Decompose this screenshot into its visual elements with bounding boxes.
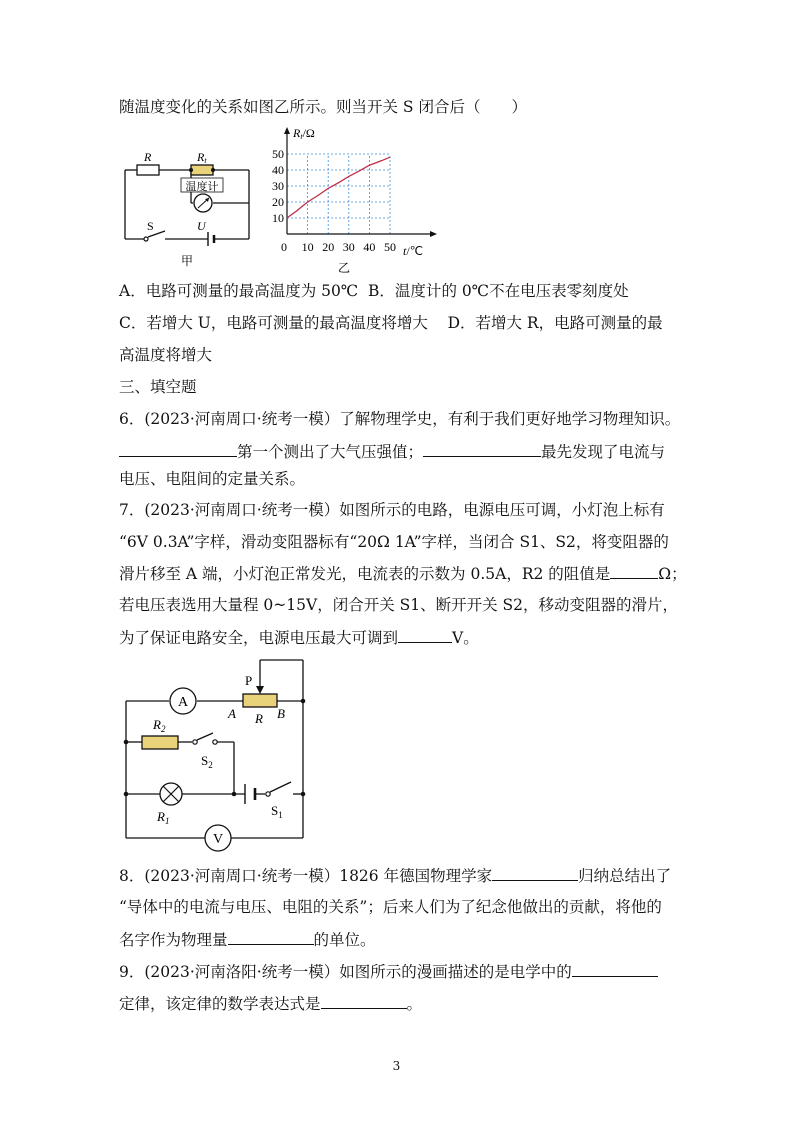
x-tick-label: 40 [363,240,376,254]
q7-line2: “6V 0.3A”字样，滑动变阻器标有“20Ω 1A”字样，当闭合 S1、S2，将变阻器的 [119,533,669,551]
label-s2: $S_2$ [201,753,213,770]
label-p: P [245,673,253,688]
q8-blank-1[interactable] [492,864,578,881]
caption-yi: 乙 [337,261,351,275]
x-tick-label: 10 [301,240,314,254]
label-rt: Rt [197,150,207,165]
y-tick-label: 40 [272,163,284,177]
y-tick-label: 10 [272,211,284,225]
q7-line1: 7．(2023·河南周口·统考一模）如图所示的电路，电源电压可调，小灯泡上标有 [119,501,665,519]
q7-line3: 滑片移至 A 端，小灯泡正常发光，电流表的示数为 0.5A，R2 的阻值是 Ω； [119,562,687,585]
label-r: R [144,150,152,164]
x-tick-label: 0 [281,240,287,254]
resistor-r2 [142,736,178,749]
q9-line2: 定律，该定律的数学表达式是 。 [119,992,422,1015]
label-r2: $R_2$ [153,717,166,734]
label-rheostat: R [255,711,263,726]
q5-options-ab [119,280,629,302]
q7-line5: 为了保证电路安全，电源电压最大可调到 V。 [119,626,479,649]
y-tick-label: 50 [272,147,284,161]
q8-line3: 名字作为物理量 的单位。 [119,928,376,951]
voltmeter-label: V [212,832,224,847]
q8-line2: “导体中的电流与电压、电阻的关系”；后来人们为了纪念他做出的贡献，将他的 [119,898,662,916]
option-c[interactable]: C．若增大 U，电路可测量的最高温度将增大 [119,314,428,332]
q6-line3: 电压、电阻间的定量关系。 [119,470,306,488]
option-d-continued: 高温度将增大 [119,346,213,364]
resistor-r [137,165,159,175]
q9-blank-2[interactable] [321,992,407,1009]
ammeter-label: A [177,695,189,710]
q7-line4: 若电压表选用大量程 0~15V，闭合开关 S1、断开开关 S2，移动变阻器的滑片， [119,596,679,614]
q5-stem: 随温度变化的关系如图乙所示。则当开关 S 闭合后（ ） [119,98,527,116]
y-axis-label: Rt/Ω [293,126,315,141]
label-r1: $R_1$ [157,809,170,826]
figure-jia-circuit [115,140,255,270]
q6-line1: 6．(2023·河南周口·统考一模）了解物理学史，有利于我们更好地学习物理知识。 [119,410,681,428]
x-tick-label: 20 [322,240,335,254]
q5-options-cd [119,312,663,334]
label-u: U [197,219,206,233]
q8-blank-2[interactable] [228,928,314,945]
meter-label: 温度计 [185,181,219,193]
series-line-rt [287,157,390,218]
label-s: S [147,219,154,233]
q9-blank-1[interactable] [572,960,658,977]
rheostat-r [243,694,277,707]
y-tick-label: 30 [272,179,284,193]
figure-yi-chart [272,123,445,275]
caption-jia: 甲 [180,254,194,268]
page-number: 3 [392,1059,401,1073]
q7-blank-2[interactable] [398,626,452,643]
label-s1: $S_1$ [271,803,283,820]
q9-line1: 9．(2023·河南洛阳·统考一模）如图所示的漫画描述的是电学中的 [119,960,658,983]
q8-line1: 8．(2023·河南周口·统考一模）1826 年德国物理学家 归纳总结出了 [119,864,671,887]
section-title: 三、填空题 [119,378,197,396]
q6-blank-2[interactable] [423,440,541,457]
q7-circuit-figure [115,655,315,855]
q6-blank-1[interactable] [119,440,237,457]
x-axis-arrow [430,231,437,237]
option-a[interactable]: A．电路可测量的最高温度为 50℃ [119,282,359,300]
x-tick-label: 50 [384,240,396,254]
label-a-end: A [228,706,236,721]
q7-blank-1[interactable] [610,562,658,579]
thermistor-rt [191,165,213,175]
x-axis-label: t/℃ [403,244,424,258]
option-d[interactable]: D．若增大 R，电路可测量的最 [447,314,663,332]
y-axis-arrow [284,127,290,134]
q6-line2: 第一个测出了大气压强值； 最先发现了电流与 [119,440,665,463]
label-b-end: B [277,706,285,721]
y-tick-label: 20 [272,195,284,209]
option-b[interactable]: B．温度计的 0℃不在电压表零刻度处 [368,282,629,300]
x-tick-label: 30 [342,240,355,254]
